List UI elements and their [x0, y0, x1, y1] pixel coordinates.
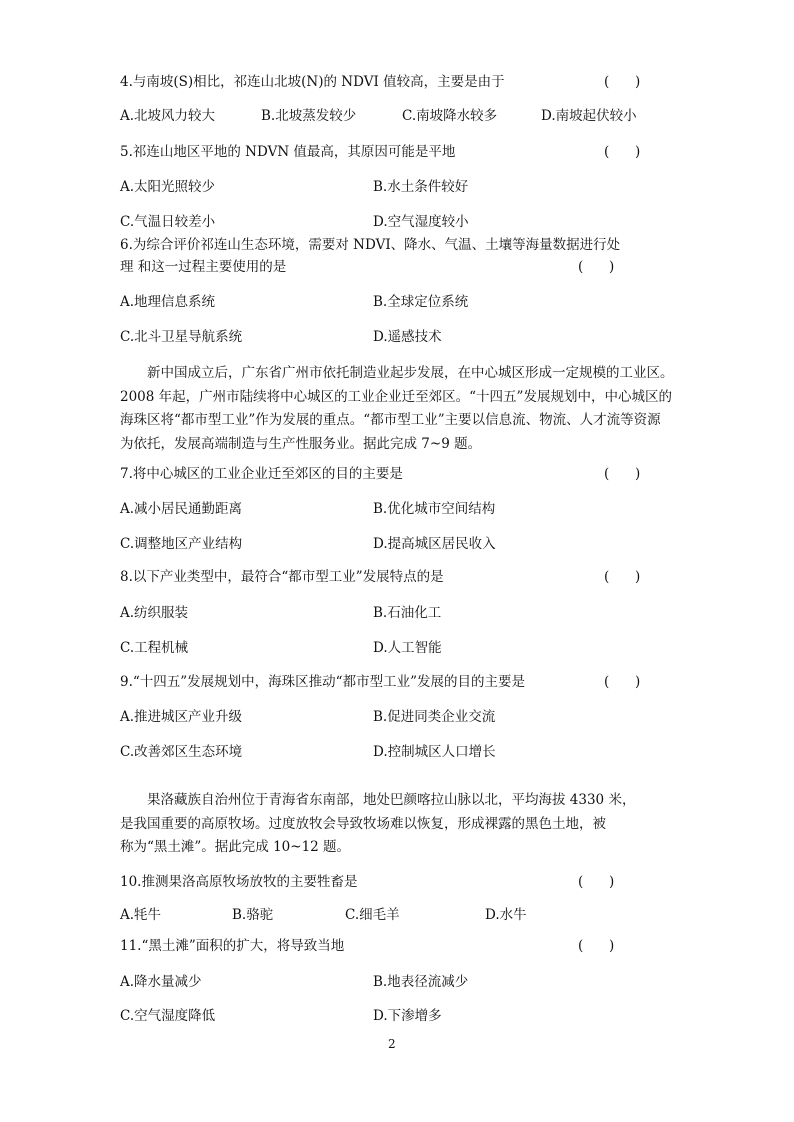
question-11-stem: 11.“黑土滩”面积的扩大，将导致当地 — [120, 938, 345, 954]
question-6-option-b: B.全球定位系统 — [373, 294, 469, 310]
question-10-answer-blank: ( ) — [578, 874, 615, 890]
page-number: 2 — [388, 1037, 396, 1051]
question-4-option-a: A.北坡风力较大 — [120, 108, 216, 124]
question-7-stem: 7.将中心城区的工业企业迁至郊区的目的主要是 — [120, 466, 403, 482]
question-11-option-b: B.地表径流减少 — [373, 974, 469, 990]
reading-passage-guoluo — [120, 789, 700, 860]
question-6-option-a: A.地理信息系统 — [120, 294, 216, 310]
question-8-option-d: D.人工智能 — [373, 640, 442, 656]
question-10-option-a: A.牦牛 — [120, 907, 162, 923]
question-8-option-b: B.石油化工 — [373, 605, 442, 621]
question-10-option-d: D.水牛 — [485, 907, 527, 923]
question-5-option-d: D.空气湿度较小 — [373, 214, 469, 230]
question-9-option-a: A.推进城区产业升级 — [120, 709, 243, 725]
passage-line: 称为“黑土滩”。据此完成 10~12 题。 — [120, 839, 351, 855]
question-4-option-b: B.北坡蒸发较少 — [261, 108, 357, 124]
question-8-option-c: C.工程机械 — [120, 640, 189, 656]
passage-line: 为依托，发展高端制造与生产性服务业。据此完成 7~9 题。 — [120, 435, 482, 452]
passage-line: 是我国重要的高原牧场。过度放牧会导致牧场难以恢复，形成裸露的黑色土地，被 — [120, 815, 606, 832]
question-9-answer-blank: ( ) — [604, 674, 641, 690]
question-5-option-b: B.水土条件较好 — [373, 179, 469, 195]
question-5-option-c: C.气温日较差小 — [120, 214, 216, 230]
question-11-option-c: C.空气湿度降低 — [120, 1008, 216, 1024]
question-7-option-b: B.优化城市空间结构 — [373, 501, 496, 517]
passage-line: 新中国成立后，广东省广州市依托制造业起步发展，在中心城区形成一定规模的工业区。 — [147, 365, 674, 381]
question-6-option-d: D.遥感技术 — [373, 329, 442, 345]
question-8-stem: 8.以下产业类型中，最符合“都市型工业”发展特点的是 — [120, 569, 444, 585]
question-7-answer-blank: ( ) — [604, 466, 641, 482]
question-10-stem: 10.推测果洛高原牧场放牧的主要牲畜是 — [120, 874, 358, 890]
question-5-stem: 5.祁连山地区平地的 NDVN 值最高，其原因可能是平地 — [120, 144, 456, 160]
question-9-option-b: B.促进同类企业交流 — [373, 709, 496, 725]
question-11-answer-blank: ( ) — [578, 938, 615, 954]
question-5-option-a: A.太阳光照较少 — [120, 179, 216, 195]
question-5-answer-blank: ( ) — [604, 144, 641, 160]
question-7-option-c: C.调整地区产业结构 — [120, 536, 243, 552]
question-6-answer-blank: ( ) — [578, 259, 615, 275]
question-10-option-b: B.骆驼 — [232, 907, 274, 923]
question-7-option-d: D.提高城区居民收入 — [373, 536, 496, 552]
question-10-option-c: C.细毛羊 — [345, 907, 400, 923]
passage-line: 2008 年起，广州市陆续将中心城区的工业企业迁至郊区。“十四五”发展规划中，中心城区的 — [120, 388, 672, 405]
question-4-option-d: D.南坡起伏较小 — [541, 108, 637, 124]
question-6-option-c: C.北斗卫星导航系统 — [120, 329, 243, 345]
reading-passage-guangzhou — [120, 362, 700, 456]
question-11-option-a: A.降水量减少 — [120, 974, 202, 990]
passage-line: 海珠区将“都市型工业”作为发展的重点。“都市型工业”主要以信息流、物流、人才流等资源 — [120, 412, 661, 428]
question-4-stem: 4.与南坡(S)相比，祁连山北坡(N)的 NDVI 值较高，主要是由于 — [120, 74, 505, 90]
question-8-answer-blank: ( ) — [604, 569, 641, 585]
question-11-option-d: D.下渗增多 — [373, 1008, 442, 1024]
question-6-stem-line-2: 理 和这一过程主要使用的是 — [120, 259, 287, 275]
question-9-stem: 9.“十四五”发展规划中，海珠区推动“都市型工业”发展的目的主要是 — [120, 674, 525, 690]
question-9-option-c: C.改善郊区生态环境 — [120, 744, 243, 760]
question-9-option-d: D.控制城区人口增长 — [373, 744, 496, 760]
question-7-option-a: A.减小居民通勤距离 — [120, 501, 243, 517]
question-8-option-a: A.纺织服装 — [120, 605, 189, 621]
question-4-option-c: C.南坡降水较多 — [402, 108, 498, 124]
question-6-stem-line-1: 6.为综合评价祁连山生态环境，需要对 NDVI、降水、气温、土壤等海量数据进行处 — [120, 237, 621, 253]
question-4-answer-blank: ( ) — [604, 74, 641, 90]
passage-line: 果洛藏族自治州位于青海省东南部，地处巴颜喀拉山脉以北，平均海拔 4330 米， — [147, 792, 636, 808]
